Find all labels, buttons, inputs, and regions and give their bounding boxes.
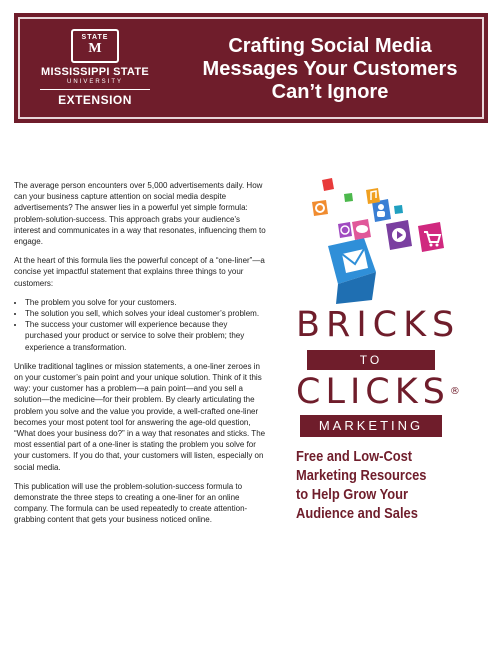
tagline-line-4: Audience and Sales bbox=[296, 505, 418, 522]
tagline-line-2: Marketing Resources bbox=[296, 467, 427, 484]
article-body bbox=[14, 180, 266, 534]
logo-divider bbox=[40, 89, 150, 90]
globe-cube-icon bbox=[338, 222, 352, 238]
paragraph-one-liner: At the heart of this formula lies the powerful concept of a “one-liner”—a concise yet impactful statement that explains three things to your customers: bbox=[14, 256, 265, 288]
paragraph-explanation: Unlike traditional taglines or mission statements, a one-liner zeroes in on your customer’s pain point and your unique solution. Think of it this way: your customer has a problem—a pain point—and you sell a solution—the medicine—for their problem. By clearly articulating the problem you solve and the value you provide, a well-crafted one-liner becomes your most potent tool for answering the age-old question, “What does your business do?” in a way that resonates and sticks. The most essential part of a one-liner is stating the problem you solve for your customers. If you do that, your customers will listen, especially on social media. bbox=[14, 361, 266, 472]
title-line-1: Crafting Social Media bbox=[228, 35, 432, 57]
heart-cube-icon bbox=[322, 178, 403, 214]
header-banner bbox=[14, 13, 488, 123]
tagline-line-3: to Help Grow Your bbox=[296, 486, 409, 503]
brand-bricks: BRICKS bbox=[296, 305, 461, 345]
chat-cube-icon bbox=[352, 219, 371, 240]
brand-clicks bbox=[296, 372, 460, 412]
registered-mark: ® bbox=[449, 386, 460, 397]
logo-mark-top: STATE bbox=[81, 34, 109, 41]
social-cubes-illustration bbox=[292, 176, 462, 304]
brand-to-bar: TO bbox=[307, 350, 435, 370]
tagline-line-1: Free and Low-Cost bbox=[296, 448, 413, 465]
bullet-list bbox=[14, 297, 266, 353]
paragraph-intro: The average person encounters over 5,000 advertisements daily. How can your business capture attention on social media despite advertisements? The answer lies in a powerful yet simple formula: problem-solution-success. This approach grabs your audience’s interest and communicates in a way that resonates, influencing them to engage. bbox=[14, 181, 266, 247]
logo-institution: MISSISSIPPI STATE bbox=[41, 66, 149, 78]
bullet-problem: • The problem you solve for your customers. bbox=[25, 297, 266, 308]
shopping-cart-cube-icon bbox=[418, 222, 444, 252]
msu-m-icon bbox=[71, 29, 119, 63]
msu-extension-logo bbox=[34, 29, 156, 107]
brand-marketing-bar: MARKETING bbox=[300, 415, 442, 437]
title-line-2: Messages Your Customers bbox=[202, 58, 458, 80]
video-play-cube-icon bbox=[386, 220, 412, 250]
logo-mark-letter: M bbox=[88, 41, 102, 56]
bullet-success: • The success your customer will experience because they purchased your product or service to solve their problem; they experience a transformation. bbox=[25, 319, 266, 353]
bullet-solution: • The solution you sell, which solves your ideal customer’s problem. bbox=[25, 308, 266, 319]
logo-university: UNIVERSITY bbox=[66, 79, 123, 85]
gear-cube-icon bbox=[312, 200, 328, 216]
logo-unit: EXTENSION bbox=[58, 93, 132, 107]
paragraph-publication: This publication will use the problem-solution-success formula to demonstrate the three steps to creating a one-liner for an online company. The formula can be used repeatedly to create attention-grabbing content that gets your business noticed online. bbox=[14, 481, 248, 525]
page-title bbox=[174, 35, 486, 104]
brand-clicks-word: CLICKS bbox=[296, 372, 450, 412]
email-cube-icon bbox=[328, 238, 376, 304]
music-cube-icon bbox=[366, 188, 380, 204]
title-line-3: Can’t Ignore bbox=[271, 81, 389, 103]
brand-tagline bbox=[296, 447, 442, 523]
bricks-to-clicks-logo bbox=[296, 305, 461, 523]
